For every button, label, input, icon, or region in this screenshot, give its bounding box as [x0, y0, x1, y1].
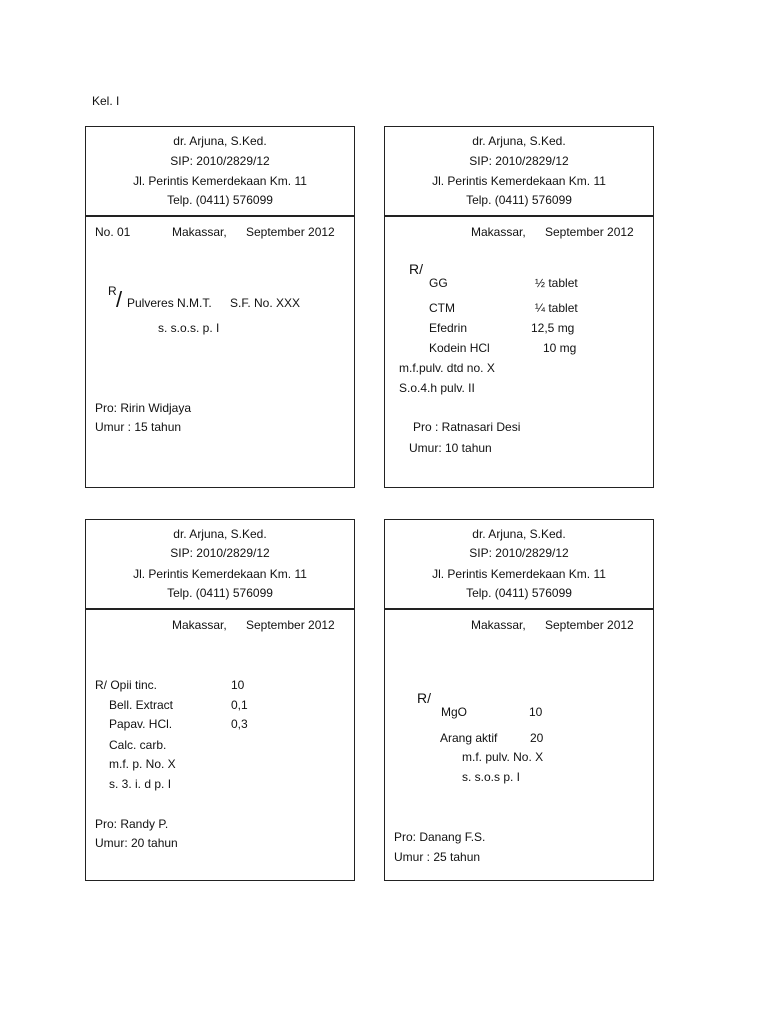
doctor-name: dr. Arjuna, S.Ked. [173, 134, 267, 148]
instruction-line: m.f.pulv. dtd no. X [399, 361, 495, 375]
ingredient-name: MgO [441, 705, 468, 719]
doctor-sip: SIP: 2010/2829/12 [170, 154, 270, 168]
ingredient-dose: 10 [529, 705, 543, 719]
doctor-header [385, 127, 653, 217]
doctor-phone: Telp. (0411) 576099 [466, 193, 572, 207]
prescription-card-2 [384, 126, 654, 488]
doctor-sip: SIP: 2010/2829/12 [469, 154, 569, 168]
patient-name: Pro: Danang F.S. [394, 830, 486, 844]
ingredient-name: Arang aktif [440, 731, 498, 745]
city: Makassar, [172, 618, 227, 632]
doctor-name: dr. Arjuna, S.Ked. [472, 527, 566, 541]
recipe-line: Pulveres N.M.T. [127, 296, 212, 310]
ingredient-name: CTM [429, 301, 455, 315]
patient-age: Umur : 25 tahun [394, 850, 481, 864]
recipe-symbol-r: R [108, 284, 117, 298]
prescription-card-3 [85, 519, 355, 881]
ingredient-dose: 20 [530, 731, 544, 745]
ingredient-name: R/ Opii tinc. [95, 678, 158, 692]
patient-name: Pro: Randy P. [95, 817, 169, 831]
doctor-phone: Telp. (0411) 576099 [167, 586, 273, 600]
city: Makassar, [172, 225, 227, 239]
doctor-phone: Telp. (0411) 576099 [167, 193, 273, 207]
patient-age: Umur: 20 tahun [95, 836, 178, 850]
doctor-header [385, 520, 653, 610]
doctor-phone: Telp. (0411) 576099 [466, 586, 572, 600]
signa-line: s. s.o.s. p. I [158, 321, 220, 335]
ingredient-dose: 12,5 mg [531, 321, 575, 335]
ingredient-name: Kodein HCl [429, 341, 490, 355]
ingredient-dose: 10 mg [543, 341, 577, 355]
prescription-card-1 [85, 126, 355, 488]
recipe-symbol: R/ [417, 690, 431, 706]
city: Makassar, [471, 618, 526, 632]
group-label: Kel. I [92, 94, 120, 108]
ingredient-dose: ¼ tablet [535, 301, 578, 315]
doctor-sip: SIP: 2010/2829/12 [170, 546, 270, 560]
prescription-card-4 [384, 519, 654, 881]
doctor-address: Jl. Perintis Kemerdekaan Km. 11 [133, 567, 307, 581]
instruction-line: s. 3. i. d p. I [109, 777, 172, 791]
city: Makassar, [471, 225, 526, 239]
doctor-sip: SIP: 2010/2829/12 [469, 546, 569, 560]
doctor-header [86, 520, 354, 610]
doctor-name: dr. Arjuna, S.Ked. [173, 527, 267, 541]
ingredient-name: Calc. carb. [109, 738, 167, 752]
recipe-symbol-slash: / [116, 287, 123, 312]
patient-age: Umur: 10 tahun [409, 441, 492, 455]
instruction-line: m.f. p. No. X [109, 757, 176, 771]
prescription-number: No. 01 [95, 225, 131, 239]
date: September 2012 [246, 225, 335, 239]
doctor-header [86, 127, 354, 217]
doctor-name: dr. Arjuna, S.Ked. [472, 134, 566, 148]
recipe-line: S.F. No. XXX [230, 296, 301, 310]
instruction-line: m.f. pulv. No. X [462, 750, 544, 764]
instruction-line: S.o.4.h pulv. II [399, 381, 475, 395]
ingredient-name: Bell. Extract [109, 698, 174, 712]
doctor-address: Jl. Perintis Kemerdekaan Km. 11 [432, 174, 606, 188]
ingredient-dose: 10 [231, 678, 245, 692]
ingredient-dose: 0,1 [231, 698, 248, 712]
date: September 2012 [246, 618, 335, 632]
recipe-symbol: R/ [409, 261, 423, 277]
patient-name: Pro: Ririn Widjaya [95, 401, 192, 415]
ingredient-name: GG [429, 276, 448, 290]
ingredient-name: Papav. HCl. [109, 717, 173, 731]
date: September 2012 [545, 225, 634, 239]
doctor-address: Jl. Perintis Kemerdekaan Km. 11 [133, 174, 307, 188]
ingredient-dose: 0,3 [231, 717, 248, 731]
ingredient-name: Efedrin [429, 321, 468, 335]
patient-name: Pro : Ratnasari Desi [413, 420, 521, 434]
patient-age: Umur : 15 tahun [95, 420, 182, 434]
doctor-address: Jl. Perintis Kemerdekaan Km. 11 [432, 567, 606, 581]
date: September 2012 [545, 618, 634, 632]
instruction-line: s. s.o.s p. I [462, 770, 521, 784]
ingredient-dose: ½ tablet [535, 276, 578, 290]
